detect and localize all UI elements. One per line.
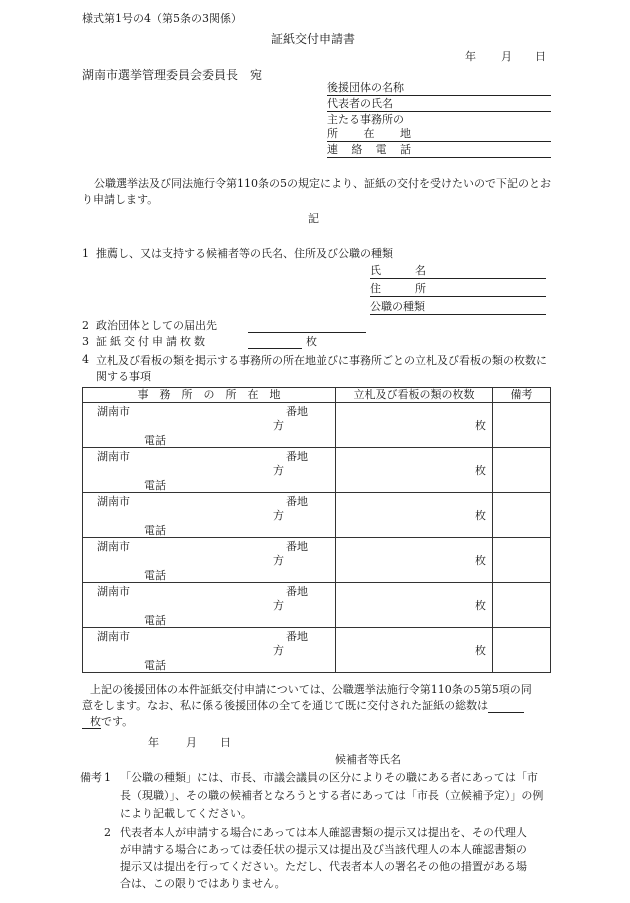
sign-count-cell[interactable] [336,628,493,673]
sign-count-unit: 枚 [475,554,486,568]
note2-number: 2 [104,826,111,839]
note1-number: 1 [104,771,111,784]
sign-count-cell[interactable] [336,448,493,493]
header-remarks: 備考 [493,388,551,403]
table-row [83,448,551,493]
office-address-label: 所 在 地 [327,127,411,140]
item4-number: 4 [82,353,89,366]
item1-text: 推薦し、又は支持する候補者等の氏名、住所及び公職の種類 [96,247,393,260]
office-location-cell[interactable] [83,538,336,583]
header-sign-count: 立札及び看板の類の枚数 [336,388,493,403]
banchi-text: 番地 [286,630,308,644]
sign-count-cell[interactable] [336,493,493,538]
remarks-cell[interactable] [493,493,551,538]
note1-line3: により記載してください。 [120,807,252,820]
office-label-line1: 主たる事務所の [327,113,404,126]
city-text: 湖南市 [97,585,130,599]
consent-day-label: 日 [220,736,231,749]
sign-count-unit: 枚 [475,464,486,478]
phone-label: 連 絡 電 話 [327,143,411,156]
org-name-field[interactable] [327,81,551,96]
org-name-label: 後援団体の名称 [327,81,404,94]
banchi-text: 番地 [286,450,308,464]
sign-count-cell[interactable] [336,538,493,583]
candidate-name-field[interactable] [370,264,546,279]
stamp-count-field[interactable] [248,334,302,349]
item2-text: 政治団体としての届出先 [96,319,217,332]
sign-count-unit: 枚 [475,599,486,613]
note2-line2: が申請する場合にあっては委任状の提示又は提出及び当該代理人の本人確認書類の [120,843,527,856]
candidate-address-field[interactable] [370,282,546,297]
total-issued-field-cont[interactable] [82,716,90,729]
rep-name-label: 代表者の氏名 [327,97,393,110]
notes-label: 備考 [80,771,102,784]
sign-count-unit: 枚 [475,644,486,658]
consent-line3: 枚です。 [82,715,133,729]
table-row [83,583,551,628]
note2-line4: 合は、この限りではありません。 [120,877,286,890]
office-location-cell[interactable] [83,628,336,673]
consent-year-label: 年 [148,736,159,749]
table-row [83,403,551,448]
remarks-cell[interactable] [493,448,551,493]
office-location-cell[interactable] [83,583,336,628]
office-location-cell[interactable] [83,403,336,448]
note1-line2: 長（現職）」、その職の候補者となろうとする者にあっては「市長（立候補予定）」の例 [120,789,544,802]
item2-number: 2 [82,319,89,332]
city-text: 湖南市 [97,630,130,644]
banchi-text: 番地 [286,495,308,509]
note1-line1: 「公職の種類」には、市長、市議会議員の区分によりその職にある者にあっては「市 [120,771,538,784]
city-text: 湖南市 [97,450,130,464]
kata-text: 方 [273,509,284,523]
sign-count-unit: 枚 [475,509,486,523]
banchi-text: 番地 [286,540,308,554]
office-type-label: 公職の種類 [370,300,425,313]
day-label: 日 [535,50,546,63]
consent-month-label: 月 [186,736,197,749]
remarks-cell[interactable] [493,628,551,673]
consent-line2: 意をします。なお、私に係る後援団体の全てを通じて既に交付された証紙の総数は [82,699,524,713]
form-number: 様式第1号の4（第5条の3関係） [82,12,242,25]
tel-text: 電話 [144,569,166,583]
item3-label: 証紙交付申請枚数 [96,335,208,348]
document-title: 証紙交付申請書 [271,32,356,46]
remarks-cell[interactable] [493,538,551,583]
registration-destination-field[interactable] [248,318,366,333]
kata-text: 方 [273,554,284,568]
office-address-field[interactable] [327,127,551,142]
rep-name-field[interactable] [327,97,551,112]
office-location-cell[interactable] [83,448,336,493]
tel-text: 電話 [144,659,166,673]
tel-text: 電話 [144,434,166,448]
item1-number: 1 [82,247,89,260]
kata-text: 方 [273,419,284,433]
tel-text: 電話 [144,524,166,538]
candidate-signature-label: 候補者等氏名 [335,753,401,766]
candidate-name-label: 氏 名 [370,264,426,277]
consent-line1: 上記の後援団体の本件証紙交付申請については、公職選挙法施行令第110条の5第5項の同 [90,683,532,696]
note2-line3: 提示又は提出を行ってください。ただし、代表者本人の署名その他の措置がある場 [120,860,527,873]
table-row [83,493,551,538]
table-row [83,538,551,583]
ki-label: 記 [308,212,319,225]
city-text: 湖南市 [97,495,130,509]
intro-paragraph: 公職選挙法及び同法施行令第110条の5の規定により、証紙の交付を受けたいので下記のとおり申請します。 [82,177,551,206]
item3-number: 3 [82,335,89,348]
sign-count-unit: 枚 [475,419,486,433]
office-sign-table [82,387,551,673]
kata-text: 方 [273,644,284,658]
header-office-location: 事 務 所 の 所 在 地 [83,388,336,403]
banchi-text: 番地 [286,585,308,599]
addressee: 湖南市選挙管理委員会委員長 宛 [82,68,263,82]
month-label: 月 [501,50,512,63]
table-row [83,628,551,673]
note2-line1: 代表者本人が申請する場合にあっては本人確認書類の提示又は提出を、その代理人 [120,826,527,839]
office-location-cell[interactable] [83,493,336,538]
banchi-text: 番地 [286,405,308,419]
total-issued-field[interactable] [488,700,524,713]
remarks-cell[interactable] [493,403,551,448]
item3-unit: 枚 [306,335,317,348]
sign-count-cell[interactable] [336,583,493,628]
phone-field[interactable] [327,143,551,158]
candidate-address-label: 住 所 [370,282,426,295]
kata-text: 方 [273,464,284,478]
kata-text: 方 [273,599,284,613]
office-type-field[interactable] [370,300,546,315]
city-text: 湖南市 [97,540,130,554]
tel-text: 電話 [144,614,166,628]
year-label: 年 [465,50,476,63]
item4-text: 立札及び看板の類を掲示する事務所の所在地並びに事務所ごとの立札及び看板の類の枚数に関する事項 [96,354,547,383]
tel-text: 電話 [144,479,166,493]
sign-count-cell[interactable] [336,403,493,448]
remarks-cell[interactable] [493,583,551,628]
city-text: 湖南市 [97,405,130,419]
